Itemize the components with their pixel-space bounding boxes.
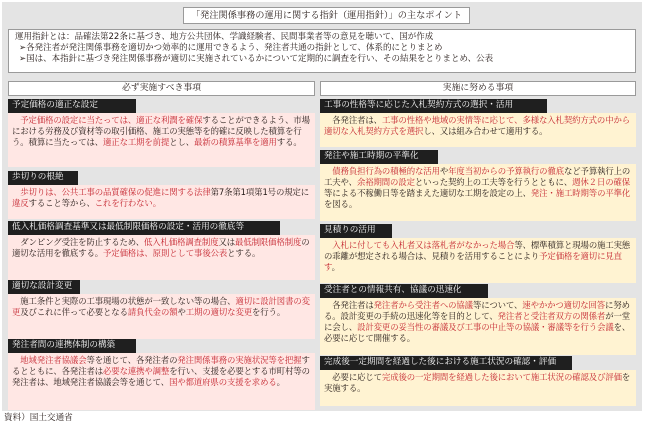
right-section-3 [320, 284, 636, 355]
body-text: 又は [218, 237, 236, 247]
highlight-text: 適正な工期を前提 [103, 137, 170, 147]
highlight-text: 適切に設計図書の変更 [12, 296, 310, 317]
highlight-text: 違反 [12, 198, 29, 208]
body-text: 等を通じて、各発注者の [86, 355, 178, 365]
section-body [320, 113, 636, 147]
highlight-text: 週休２日の確保 [572, 177, 631, 187]
section-heading: 適切な設計変更 [8, 280, 80, 294]
section-heading: 発注や施工時期の平準化 [320, 150, 438, 164]
highlight-text: 年度当初からの予算執行の徹底 [448, 166, 564, 176]
summary-line: ➢国は、本指針に基づき発注関係事務が適切に実施されているかについて定期的に調査を行い、その結果をとりまとめ、公表 [19, 53, 494, 64]
highlight-text: 適正な利潤を確保 [136, 115, 203, 125]
highlight-text: 予定価格を適切に見直す [324, 251, 622, 272]
body-text: 。 [276, 377, 285, 387]
highlight-text: 低入札価格調査制度 [144, 237, 219, 247]
right-section-0 [320, 99, 636, 147]
body-text: を、必要に応じて開催する。 [324, 322, 631, 343]
section-body [8, 235, 315, 280]
highlight-text: 債務負担行為の積極的な活用 [332, 166, 440, 176]
body-text: の適切な活用を徹底する。 [12, 237, 310, 258]
body-text: や [439, 166, 449, 176]
body-text: 各発注者は、 [332, 115, 382, 125]
guideline-panel [2, 2, 642, 411]
section-heading: 工事の性格等に応じた入札契約方式の選択・活用 [320, 99, 547, 113]
section-body [8, 294, 315, 339]
section-body [8, 185, 315, 219]
section-body [8, 353, 315, 410]
body-text: し、又は組み合わせて適用する。 [423, 126, 548, 136]
right-section-2 [320, 224, 636, 283]
section-heading: 受注者との情報共有、協議の迅速化 [320, 284, 488, 298]
body-text: を行い、支援を必要とする市町村等の発注者は、地域発注者協議会等を通じて、 [12, 366, 310, 387]
left-section-2 [8, 221, 315, 280]
left-section-4 [8, 339, 315, 410]
body-text: とし、 [169, 137, 195, 147]
body-text: 及びこれに伴って必要となる [20, 307, 128, 317]
body-text: するとともに、各発注者は [12, 355, 310, 376]
highlight-text: 最低制限価格制度 [235, 237, 302, 247]
highlight-text: 国や都道府県の支援を求める [169, 377, 277, 387]
section-heading: 見積りの活用 [320, 224, 392, 238]
section-body [320, 370, 636, 406]
highlight-text: 発注者と受注者双方の関係者 [497, 311, 606, 321]
body-text: 各発注者は [332, 300, 374, 310]
highlight-text: 予定価格は、原則として事後公表 [103, 248, 228, 258]
section-body [8, 113, 315, 167]
body-text: 等による不稼働日等を踏まえた適切な工期を設定の上、 [324, 188, 531, 198]
highlight-text: 公共工事の品質確保の促進に関する法律 [61, 187, 211, 197]
body-text: を図る。 [324, 199, 358, 209]
highlight-text: 入札に付しても入札者又は落札者がなかった場合 [332, 240, 515, 250]
left-section-1 [8, 171, 315, 219]
section-heading: 歩切りの根絶 [8, 171, 78, 185]
section-body [320, 298, 636, 355]
highlight-text: 地域発注者協議会 [20, 355, 87, 365]
highlight-text: 予定価格の設定に当たっては、 [20, 115, 137, 125]
body-text: 必要に応じて [332, 372, 382, 382]
highlight-text: 最新の積算基準を適用 [194, 137, 277, 147]
highlight-text: 発注関係事務の実施状況等を把握 [177, 355, 302, 365]
highlight-text: これを行わない。 [94, 198, 161, 208]
highlight-text: 余裕期間の設定 [356, 177, 415, 187]
body-text: を行う。 [252, 307, 286, 317]
body-text: すること等から、 [28, 198, 95, 208]
body-text: が一堂に会し、 [324, 311, 631, 332]
body-text: することができるよう、市場における労務及び資材等の取引価格、施工の実態等を的確に反映した積算を行う。積算に当たっては、 [12, 115, 310, 147]
right-section-4 [320, 356, 636, 406]
body-text: に努める。設計変更の手続の迅速化等を目的として、 [324, 300, 630, 321]
body-text: など予算執行上の工夫や、 [324, 166, 631, 187]
body-text: 等について、 [472, 300, 523, 310]
summary-line: ➢各発注者が発注関係事務を適切かつ効率的に運用できるよう、発注者共通の指針として、体系的にとりまとめ [19, 42, 443, 53]
highlight-text: 発注・施工時期等の平準化 [530, 188, 631, 198]
section-body [320, 164, 636, 221]
section-heading: 完成後一定期間を経過した後における施工状況の確認・評価 [320, 356, 572, 370]
highlight-text: 完成後の一定期間を経過した後において施工状況の確認及び評価 [381, 372, 622, 382]
body-text: 第7条第1項第1号の規定に [210, 187, 310, 197]
section-heading: 低入札価格調査基準又は最低制限価格の設定・活用の徹底等 [8, 221, 280, 235]
body-text: する。 [276, 137, 302, 147]
highlight-text: 工事の性格や地域の実情等に応じて、多様な入札契約方式の中から適切な入札契約方式を選択 [324, 115, 631, 136]
body-text: とする。 [227, 248, 261, 258]
left-section-3 [8, 280, 315, 339]
left-column-header: 必ず実施すべき事項 [8, 81, 315, 96]
body-text: 。 [331, 262, 340, 272]
highlight-text: 設計変更の妥当性の審議及び工事の中止等の協議・審議等を行う会議 [357, 322, 614, 332]
body-text: や [177, 307, 186, 317]
highlight-text: 請負代金の額 [127, 307, 178, 317]
source-note: 資料）国土交通省 [4, 413, 73, 423]
summary-box [8, 29, 636, 73]
highlight-text: 発注者から受注者への協議 [373, 300, 473, 310]
left-section-0 [8, 99, 315, 167]
page-title: 「発注関係事務の運用に関する指針（運用指針）」の主なポイント [183, 7, 470, 24]
highlight-text: 歩切りは、 [20, 187, 62, 197]
body-text: 施工条件と実際の工事現場の状態が一致しない等の場合、 [20, 296, 236, 306]
section-heading: 予定価格の適正な設定 [8, 99, 136, 113]
summary-line: 運用指針とは：品確法第22条に基づき、地方公共団体、学識経験者、民間事業者等の意見を聴いて、国が作成 [15, 32, 434, 42]
highlight-text: 必要な連携や調整 [103, 366, 170, 376]
highlight-text: 速やかかつ適切な回答 [522, 300, 606, 310]
right-section-1 [320, 150, 636, 221]
right-column-header: 実施に努める事項 [320, 81, 636, 96]
body-text: ダンピング受注を防止するため、 [20, 237, 144, 247]
body-text: を実施する。 [324, 372, 631, 393]
body-text: 等、標準積算と現場の施工実態の乖離が想定される場合は、見積りを活用することにより [324, 240, 631, 261]
body-text: といった契約上の工夫等を行うとともに、 [414, 177, 573, 187]
section-body [320, 238, 636, 283]
section-heading: 発注者間の連携体制の構築 [8, 339, 136, 353]
highlight-text: 工期の適切な変更 [185, 307, 252, 317]
